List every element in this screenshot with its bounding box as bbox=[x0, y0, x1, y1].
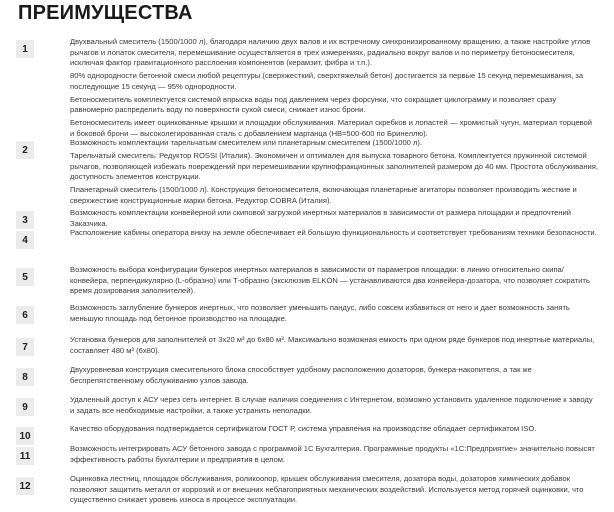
item-paragraph: Качество оборудования подтверждается сертификатом ГОСТ Р, система управления на производстве обладает сертификатом ISO. bbox=[70, 424, 537, 433]
item-paragraph: Установка бункеров для заполнителей от 3х20 м³ до 6х80 м³. Максимально возможная емкость при одном ряде бункеров под инертные материалы, составляет 480 м³ (6х80). bbox=[70, 335, 595, 355]
item-text bbox=[70, 395, 598, 419]
item-number-badge: 11 bbox=[16, 447, 34, 465]
page-title: ПРЕИМУЩЕСТВА bbox=[18, 2, 193, 24]
item-number-badge: 2 bbox=[16, 141, 34, 159]
item-number-badge: 6 bbox=[16, 306, 34, 324]
item-number-badge: 8 bbox=[16, 368, 34, 386]
item-text bbox=[70, 335, 598, 359]
item-text bbox=[70, 474, 598, 508]
item-number-badge: 5 bbox=[16, 268, 34, 286]
item-number-badge: 7 bbox=[16, 338, 34, 356]
item-text bbox=[70, 265, 598, 299]
item-text bbox=[70, 138, 598, 209]
item-text bbox=[70, 303, 598, 327]
item-paragraph: Двухвальный смеситель (1500/1000 л), благодаря наличию двух валов и их встречному синхронизированному вращению, а также настройке углов рычагов и лопаток смесителя, перемешивание осуществляется в трех измерениях, радиально вокруг валов и по периметру бетоносмесителя, исключая фактор гравитационного расслоения компонентов (керамзит, фибра и т.п.). bbox=[70, 37, 591, 67]
item-number-badge: 1 bbox=[16, 40, 34, 58]
item-paragraph: Возможность выбора конфигурации бункеров инертных материалов в зависимости от параметров площадки: в линию относительно скипа/конвейера, перпендикулярно (L-образно) или Т-образно (эксклюзив ELKON — устанавливаются два конвейера-дозатора, что позволяет сократить время дозирования заполнителей). bbox=[70, 265, 590, 295]
item-number-badge: 12 bbox=[16, 477, 34, 495]
item-paragraph: 80% однородности бетонной смеси любой рецептуры (сверхжесткий, сверхтяжелый бетон) достигается за первые 15 секунд перемешивания, за последующие 15 секунд — 95% однородности. bbox=[70, 71, 584, 91]
item-text bbox=[70, 424, 598, 437]
item-paragraph: Бетоносмеситель комплектуется системой впрыска воды под давлением через форсунки, что сокращает циклограмму и позволяет сразу равномерно распределить воду по поверхности сухой смеси, снижает износ брони. bbox=[70, 94, 557, 114]
item-number-badge: 3 bbox=[16, 211, 34, 229]
item-text bbox=[70, 365, 598, 389]
item-paragraph: Оцинковка лестниц, площадок обслуживания, роликоопор, крышек обслуживания смесителя, дозатора воды, дозаторов химических добавок позволяют защитить металл от коррозий и от внешних неблагоприятных механических воздействий. Используется метод горячей оцинковки, что существенно снижает уровень износа в процессе эксплуатации. bbox=[70, 474, 584, 504]
item-paragraph: Возможность интегрировать АСУ бетонного завода с программой 1С Бухгалтерия. Программные продукты «1С:Предприятие» значительно повысят эффективность работы бухгалтерии и предприятия в целом. bbox=[70, 444, 595, 464]
item-text bbox=[70, 228, 598, 241]
item-paragraph: Двухуровневая конструкция смесительного блока способствует удобному расположению дозаторов, бункера-накопителя, а так же беспрепятственному обслуживанию узлов завода. bbox=[70, 365, 532, 385]
item-paragraph: Расположение кабины оператора внизу на земле обеспечивает ей большую функциональность и соответствует требованиям техники безопасности. bbox=[70, 228, 597, 237]
item-paragraph: Тарельчатый смеситель: Редуктор ROSSI (Италия). Экономичен и оптимален для выпуска товарного бетона. Комплектуется пружинной системой рычагов, позволяющей избежать повреждений при перемешивании крупнофракционных заполнителей размером до 40 мм. Простота обслуживания, доступность элементов конструкции. bbox=[70, 151, 598, 181]
item-number-badge: 10 bbox=[16, 427, 34, 445]
item-number-badge: 9 bbox=[16, 398, 34, 416]
item-text bbox=[70, 37, 598, 142]
item-paragraph: Планетарный смеситель (1500/1000 л). Конструкция бетоносмесителя, включающая планетарные агитаторы позволяет производить жесткие и сверхжесткие конструкционные марки бетона. Редуктор COBRA (Италия). bbox=[70, 185, 577, 205]
item-paragraph: Возможность комплектации конвейерной или скиповой загрузкой инертных материалов в зависимости от размера площадки и предпочтений Заказчика. bbox=[70, 208, 571, 228]
item-paragraph: Возможность комплектации тарельчатым смесителем или планетарным смесителем (1500/1000 л). bbox=[70, 138, 423, 147]
item-number-badge: 4 bbox=[16, 231, 34, 249]
item-paragraph: Бетоносмеситель имеет оцинкованные крышки и площадки обслуживания. Материал скребков и лопастей — хромистый чугун, материал торцевой и боковой брони — высоколегированная сталь с добавлением марганца (HB=500-600 по Бринеллю). bbox=[70, 118, 592, 138]
item-paragraph: Удаленный доступ к АСУ через сеть интернет. В случае наличия соединения с Интернетом, возможно установить удаленное подключение к заводу и задать все необходимые настройки, а также устранить неполадки. bbox=[70, 395, 593, 415]
item-text bbox=[70, 444, 598, 468]
item-paragraph: Возможность заглубление бункеров инертных, что позволяет уменьшить пандус, либо совсем избавиться от него и дает возможность занять меньшую площадь под бетонное производство на площадке. bbox=[70, 303, 570, 323]
